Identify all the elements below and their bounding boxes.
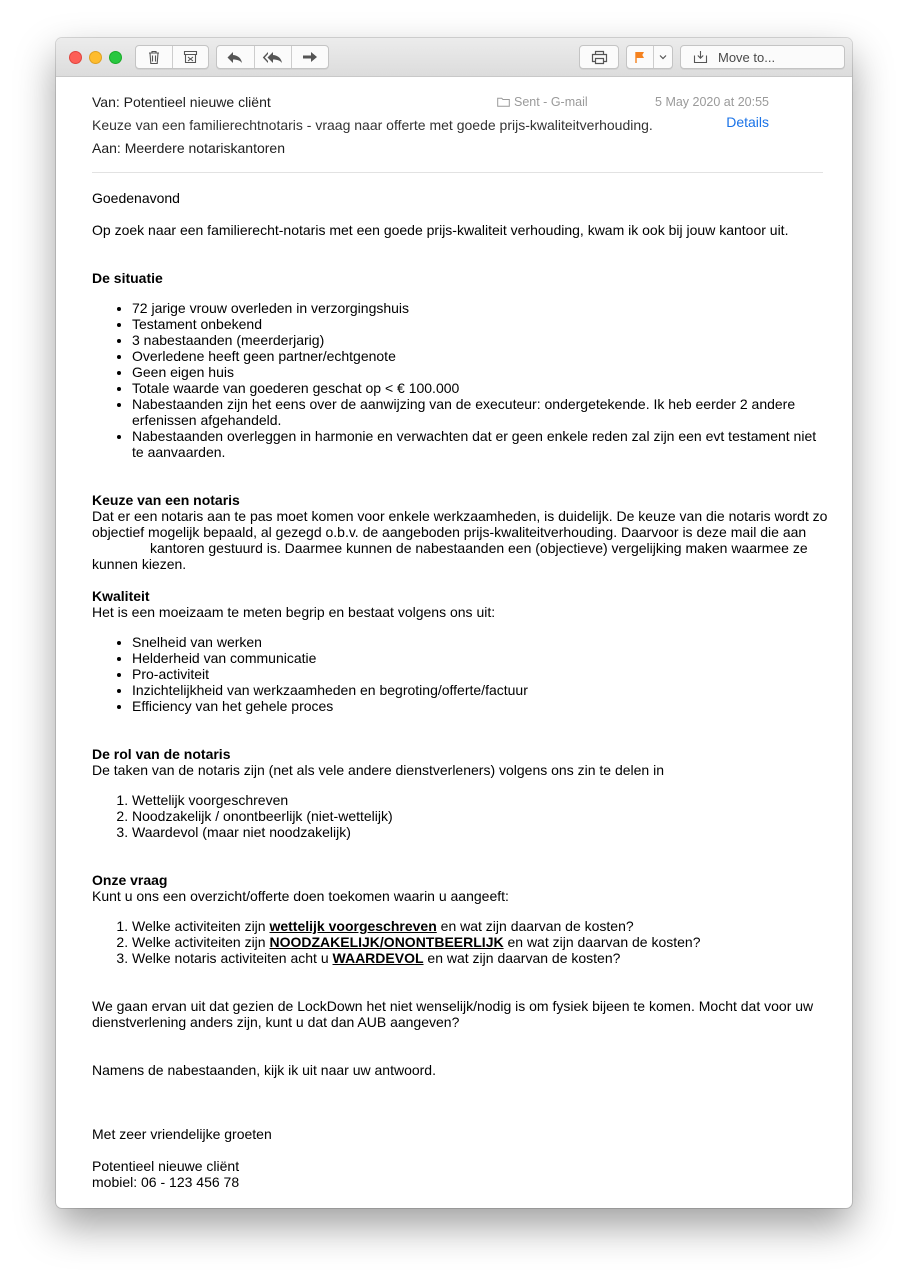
sign-off: Met zeer vriendelijke groeten xyxy=(92,1126,272,1142)
list-item: • Totale waarde van goederen geschat op < € 100.000 xyxy=(132,380,828,396)
list-item: • Snelheid van werken xyxy=(132,634,828,650)
list-item: • Nabestaanden overleggen in harmonie en verwachten dat er geen enkele reden zal zijn een evt testament niet te aanvaarden. xyxy=(132,428,828,460)
archive-button[interactable] xyxy=(173,46,208,68)
flag-button[interactable] xyxy=(627,46,654,68)
lockdown-paragraph: We gaan ervan uit dat gezien de LockDown het niet wenselijk/nodig is om fysiek bijeen te komen. Mocht dat voor uw dienstverlening anders zijn, kunt u dat dan AUB aangeven? xyxy=(92,998,814,1030)
reply-all-icon xyxy=(262,51,284,64)
delete-button[interactable] xyxy=(136,46,173,68)
list-item: 2. Welke activiteiten zijn NOODZAKELIJK/ONONTBEERLIJK en wat zijn daarvan de kosten? xyxy=(132,934,828,950)
list-item: • Nabestaanden zijn het eens over de aanwijzing van de executeur: ondergetekende. Ik heb eerder 2 andere erfenissen afgehandeld. xyxy=(132,396,828,428)
print-button[interactable] xyxy=(580,46,618,68)
flag-group xyxy=(626,45,673,69)
minimize-window-button[interactable] xyxy=(89,51,102,64)
details-link[interactable]: Details xyxy=(726,114,769,130)
chevron-down-icon xyxy=(659,54,667,60)
kwaliteit-list xyxy=(92,634,828,714)
move-to-group xyxy=(680,45,845,69)
reply-icon xyxy=(226,51,244,64)
move-to-label: Move to... xyxy=(718,49,776,65)
delete-archive-group xyxy=(135,45,209,69)
signature-name: Potentieel nieuwe cliënt xyxy=(92,1158,240,1174)
list-item: • Overledene heeft geen partner/echtgenote xyxy=(132,348,828,364)
list-item: • Inzichtelijkheid van werkzaamheden en begroting/offerte/factuur xyxy=(132,682,828,698)
subject-line: Keuze van een familierechtnotaris - vraag naar offerte met goede prijs-kwaliteitverhouding. xyxy=(92,117,653,133)
message-date: 5 May 2020 at 20:55 xyxy=(655,95,769,109)
mail-window xyxy=(56,38,852,1208)
toolbar xyxy=(56,38,852,77)
mailbox-name: Sent - G-mail xyxy=(514,95,588,109)
archive-icon xyxy=(183,50,198,64)
message-body xyxy=(92,190,828,1190)
reply-all-button[interactable] xyxy=(255,46,293,68)
close-window-button[interactable] xyxy=(69,51,82,64)
closing-line: Namens de nabestaanden, kijk ik uit naar uw antwoord. xyxy=(92,1062,436,1078)
reply-group xyxy=(216,45,329,69)
signature-phone: mobiel: 06 - 123 456 78 xyxy=(92,1174,240,1190)
kwaliteit-heading: Kwaliteit xyxy=(92,588,150,604)
header-divider xyxy=(92,172,823,173)
forward-icon xyxy=(302,51,318,63)
list-item: 2. Noodzakelijk / onontbeerlijk (niet-wettelijk) xyxy=(132,808,828,824)
vraag-text: Kunt u ons een overzicht/offerte doen toekomen waarin u aangeeft: xyxy=(92,888,509,904)
list-item: 3. Waardevol (maar niet noodzakelijk) xyxy=(132,824,828,840)
rol-list xyxy=(92,792,828,840)
list-item: • Efficiency van het gehele proces xyxy=(132,698,828,714)
situatie-list xyxy=(92,300,828,460)
list-item: • 72 jarige vrouw overleden in verzorgingshuis xyxy=(132,300,828,316)
greeting: Goedenavond xyxy=(92,190,180,206)
rol-text: De taken van de notaris zijn (net als vele andere dienstverleners) volgens ons zin te delen in xyxy=(92,762,664,778)
move-to-icon xyxy=(693,50,708,64)
list-item: • Testament onbekend xyxy=(132,316,828,332)
list-item: • Pro-activiteit xyxy=(132,666,828,682)
mailbox-label xyxy=(497,95,588,109)
from-field[interactable]: Van: Potentieel nieuwe cliënt xyxy=(92,94,271,110)
list-item: • Helderheid van communicatie xyxy=(132,650,828,666)
keuze-paragraph: Dat er een notaris aan te pas moet komen voor enkele werkzaamheden, is duidelijk. De keuze van die notaris wordt zo objectief mogelijk bepaald, al gezegd o.b.v. de aangeboden prijs-kwaliteitverhouding. Daarvoor is deze mail die aan kantoren gestuurd is. Daarmee kunnen de nabestaanden een (objectieve) vergelijking maken waarmee ze kunnen kiezen. xyxy=(92,508,828,572)
vraag-heading: Onze vraag xyxy=(92,872,168,888)
list-item: 3. Welke notaris activiteiten acht u WAARDEVOL en wat zijn daarvan de kosten? xyxy=(132,950,828,966)
flag-icon xyxy=(635,51,645,64)
print-group xyxy=(579,45,619,69)
flag-menu-button[interactable] xyxy=(654,46,672,68)
intro-paragraph: Op zoek naar een familierecht-notaris met een goede prijs-kwaliteit verhouding, kwam ik ook bij jouw kantoor uit. xyxy=(92,222,789,238)
to-field[interactable]: Aan: Meerdere notariskantoren xyxy=(92,140,285,156)
rol-heading: De rol van de notaris xyxy=(92,746,231,762)
folder-icon xyxy=(497,97,510,107)
vraag-list xyxy=(92,918,828,966)
trash-icon xyxy=(147,50,161,65)
list-item: • Geen eigen huis xyxy=(132,364,828,380)
print-icon xyxy=(591,50,608,65)
list-item: 1. Wettelijk voorgeschreven xyxy=(132,792,828,808)
zoom-window-button[interactable] xyxy=(109,51,122,64)
situatie-heading: De situatie xyxy=(92,270,163,286)
reply-button[interactable] xyxy=(217,46,255,68)
list-item: 1. Welke activiteiten zijn wettelijk voorgeschreven en wat zijn daarvan de kosten? xyxy=(132,918,828,934)
forward-button[interactable] xyxy=(292,46,328,68)
move-to-button[interactable] xyxy=(681,46,844,68)
list-item: • 3 nabestaanden (meerderjarig) xyxy=(132,332,828,348)
kwaliteit-text: Het is een moeizaam te meten begrip en bestaat volgens ons uit: xyxy=(92,604,496,620)
keuze-heading: Keuze van een notaris xyxy=(92,492,240,508)
